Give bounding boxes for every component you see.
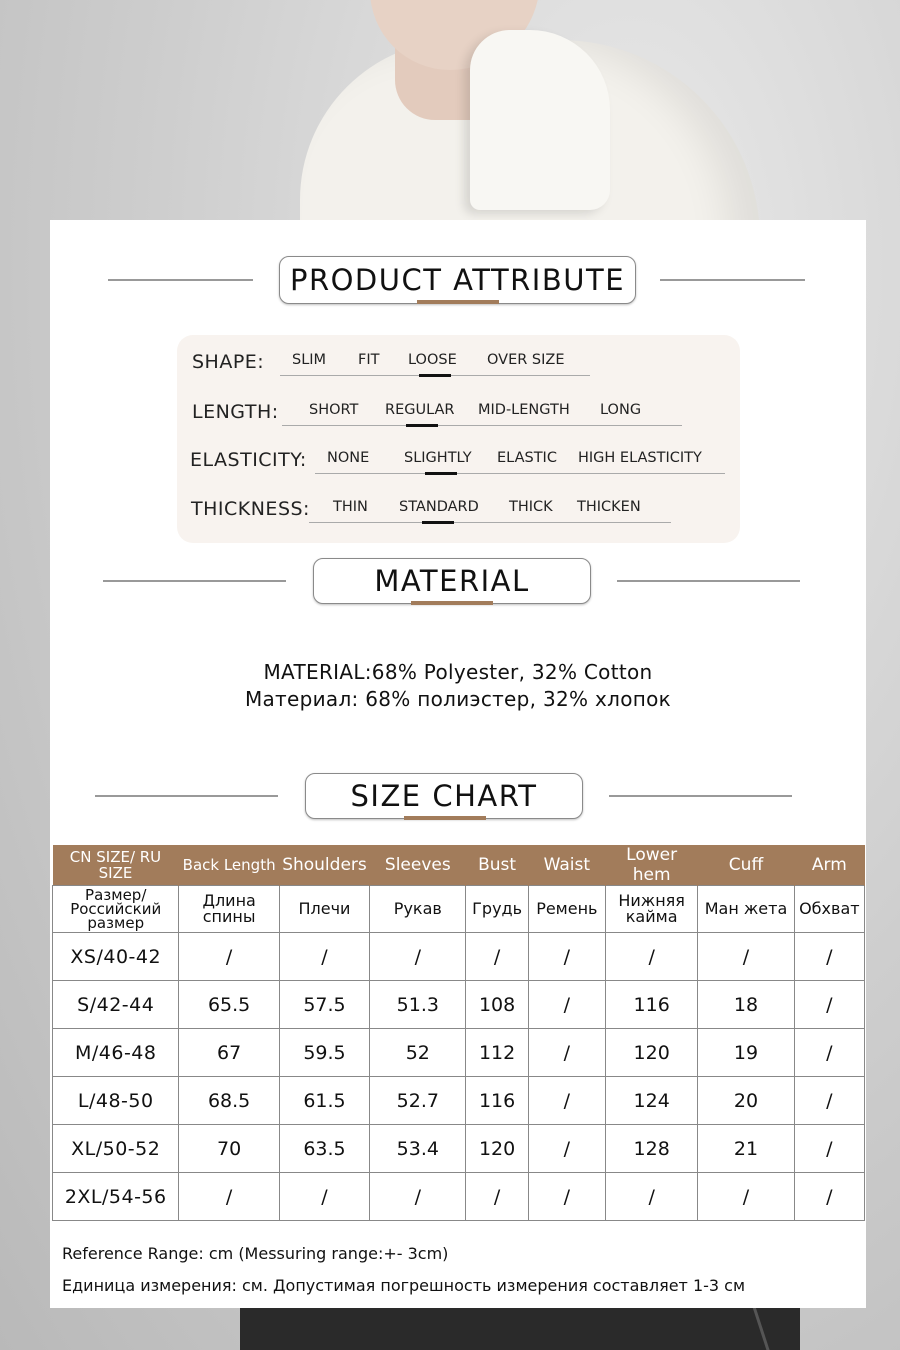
column-header: Waist (528, 845, 605, 886)
table-cell: / (528, 1173, 605, 1221)
column-header: Shoulders (279, 845, 369, 886)
attribute-label: ELASTICITY: (190, 449, 307, 471)
attribute-option-selected: REGULAR (385, 402, 455, 418)
divider-line (609, 795, 792, 797)
attribute-option-selected: STANDARD (399, 499, 479, 515)
table-cell: / (698, 933, 794, 981)
attribute-option: ELASTIC (497, 450, 557, 466)
material-text-ru: Материал: 68% полиэстер, 32% хлопок (244, 687, 672, 711)
attribute-option: MID-LENGTH (478, 402, 570, 418)
size-cell: 2XL/54-56 (53, 1173, 179, 1221)
selected-marker (425, 472, 457, 475)
ru-column-header: Размер/ Российский размер (53, 886, 179, 933)
size-chart-table (52, 845, 865, 1221)
ru-column-header: Плечи (279, 886, 369, 933)
table-ru-header-row (53, 886, 865, 933)
table-cell: / (794, 933, 864, 981)
column-header: Cuff (698, 845, 794, 886)
table-cell: / (794, 981, 864, 1029)
column-header: Back Length (179, 845, 279, 886)
ru-column-header: Рукав (370, 886, 466, 933)
column-header: Bust (466, 845, 528, 886)
table-cell: / (279, 933, 369, 981)
ru-column-header: Длина спины (179, 886, 279, 933)
table-cell: 67 (179, 1029, 279, 1077)
table-cell: 20 (698, 1077, 794, 1125)
attribute-heading: PRODUCT ATTRIBUTE (279, 256, 636, 304)
table-cell: 21 (698, 1125, 794, 1173)
table-cell: / (794, 1029, 864, 1077)
table-cell: 120 (466, 1125, 528, 1173)
table-cell: 59.5 (279, 1029, 369, 1077)
size-cell: M/46-48 (53, 1029, 179, 1077)
table-cell: 108 (466, 981, 528, 1029)
attribute-row-elasticity (177, 443, 740, 483)
option-underline (309, 522, 671, 523)
table-cell: / (370, 1173, 466, 1221)
divider-line (103, 580, 286, 582)
size-cell: XL/50-52 (53, 1125, 179, 1173)
selected-marker (419, 374, 451, 377)
table-cell: / (466, 1173, 528, 1221)
attribute-option-selected: SLIGHTLY (404, 450, 472, 466)
size-cell: XS/40-42 (53, 933, 179, 981)
table-row (53, 1125, 865, 1173)
attribute-option: THICKEN (577, 499, 641, 515)
attribute-option-selected: LOOSE (408, 352, 457, 368)
table-cell: / (528, 1077, 605, 1125)
table-cell: 65.5 (179, 981, 279, 1029)
table-cell: / (179, 933, 279, 981)
table-cell: 70 (179, 1125, 279, 1173)
table-cell: / (794, 1077, 864, 1125)
table-cell: 53.4 (370, 1125, 466, 1173)
attribute-row-length (177, 395, 740, 435)
ru-column-header: Ремень (528, 886, 605, 933)
attribute-row-shape (177, 345, 740, 385)
size-cell: L/48-50 (53, 1077, 179, 1125)
attribute-option: OVER SIZE (487, 352, 565, 368)
table-cell: 63.5 (279, 1125, 369, 1173)
attribute-option: SHORT (309, 402, 359, 418)
table-row (53, 933, 865, 981)
size-cell: S/42-44 (53, 981, 179, 1029)
attribute-option: SLIM (292, 352, 327, 368)
attribute-row-thickness (177, 492, 740, 532)
ru-column-header: Нижняя кайма (605, 886, 697, 933)
attribute-option: HIGH ELASTICITY (578, 450, 702, 466)
table-row (53, 981, 865, 1029)
divider-line (617, 580, 800, 582)
selected-marker (406, 424, 438, 427)
table-cell: 52.7 (370, 1077, 466, 1125)
table-cell: 51.3 (370, 981, 466, 1029)
table-cell: / (466, 933, 528, 981)
table-cell: 116 (466, 1077, 528, 1125)
table-cell: 128 (605, 1125, 697, 1173)
ru-column-header: Ман жета (698, 886, 794, 933)
table-cell: / (794, 1125, 864, 1173)
table-cell: 68.5 (179, 1077, 279, 1125)
table-cell: 52 (370, 1029, 466, 1077)
table-cell: 116 (605, 981, 697, 1029)
reference-note-en: Reference Range: cm (Messuring range:+- 3cm) (62, 1244, 449, 1263)
column-header: CN SIZE/ RU SIZE (53, 845, 179, 886)
table-cell: 112 (466, 1029, 528, 1077)
column-header: Lower hem (605, 845, 697, 886)
column-header: Arm (794, 845, 864, 886)
table-cell: / (279, 1173, 369, 1221)
divider-line (108, 279, 253, 281)
attribute-option: FIT (358, 352, 380, 368)
option-underline (315, 473, 725, 474)
attribute-label: THICKNESS: (191, 498, 310, 520)
table-cell: / (370, 933, 466, 981)
attribute-option: NONE (327, 450, 370, 466)
attribute-option: THIN (333, 499, 368, 515)
heading-accent-bar (404, 816, 486, 820)
attribute-label: SHAPE: (192, 351, 265, 373)
material-heading: MATERIAL (313, 558, 591, 604)
table-cell: 120 (605, 1029, 697, 1077)
photo-collar (470, 30, 610, 210)
info-card (50, 220, 866, 1308)
divider-line (660, 279, 805, 281)
selected-marker (422, 521, 454, 524)
table-row (53, 1077, 865, 1125)
size-chart-heading: SIZE CHART (305, 773, 583, 819)
attribute-option: LONG (600, 402, 642, 418)
option-underline (282, 425, 682, 426)
table-row (53, 1029, 865, 1077)
column-header: Sleeves (370, 845, 466, 886)
ru-column-header: Обхват (794, 886, 864, 933)
table-cell: / (698, 1173, 794, 1221)
table-cell: / (528, 933, 605, 981)
table-cell: / (605, 1173, 697, 1221)
table-cell: 124 (605, 1077, 697, 1125)
table-cell: / (528, 1029, 605, 1077)
material-text-en: MATERIAL:68% Polyester, 32% Cotton (263, 660, 653, 684)
table-cell: 19 (698, 1029, 794, 1077)
table-cell: 61.5 (279, 1077, 369, 1125)
heading-accent-bar (411, 601, 493, 605)
table-cell: / (528, 981, 605, 1029)
table-cell: 18 (698, 981, 794, 1029)
table-cell: / (179, 1173, 279, 1221)
table-row (53, 1173, 865, 1221)
table-cell: / (605, 933, 697, 981)
attribute-option: THICK (509, 499, 553, 515)
attribute-label: LENGTH: (192, 401, 279, 423)
table-cell: / (528, 1125, 605, 1173)
heading-accent-bar (417, 300, 499, 304)
attribute-panel (177, 335, 740, 543)
ru-column-header: Грудь (466, 886, 528, 933)
reference-note-ru: Единица измерения: см. Допустимая погрешность измерения составляет 1-3 см (62, 1276, 746, 1295)
divider-line (95, 795, 278, 797)
table-header-row (53, 845, 865, 886)
table-cell: 57.5 (279, 981, 369, 1029)
table-cell: / (794, 1173, 864, 1221)
